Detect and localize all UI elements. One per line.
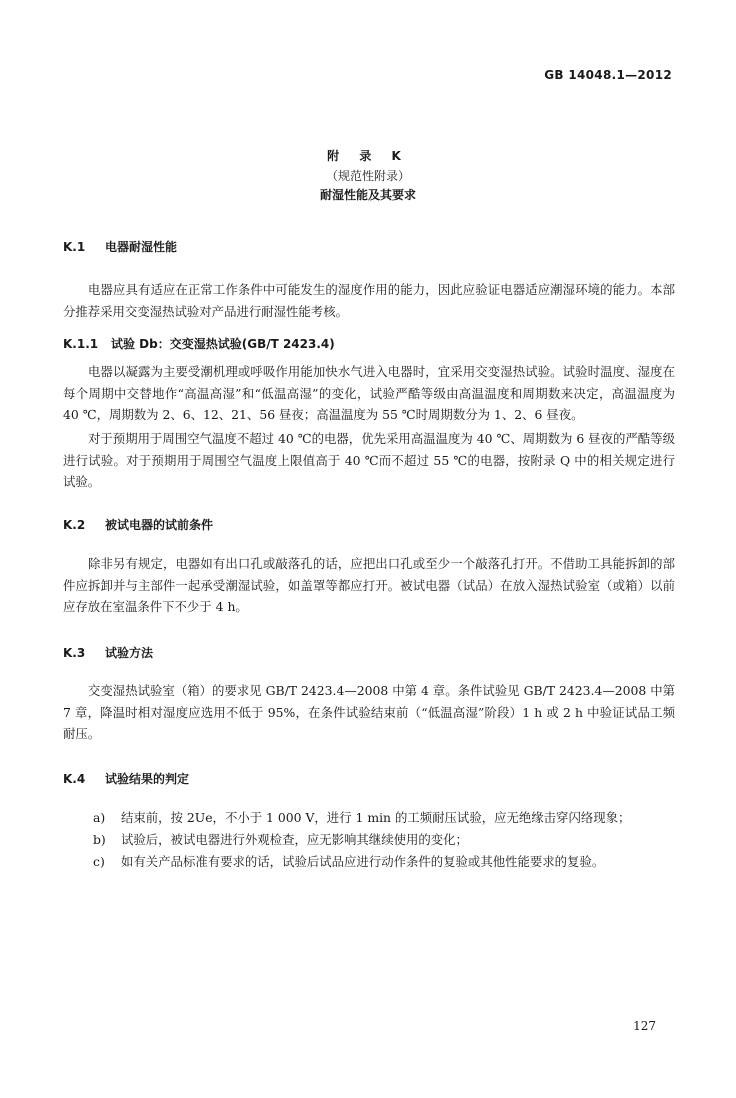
section-heading-k3 [63, 644, 153, 661]
section-heading-k1 [63, 238, 177, 255]
annex-subtitle: （规范性附录） [325, 169, 410, 183]
section-number: K.1.1 [63, 337, 99, 351]
section-k1-1-paragraph-2: 对于预期用于周围空气温度不超过 40 ℃的电器，优先采用高温温度为 40 ℃、周期数为 6 昼夜的严酷等级进行试验。对于预期用于周围空气温度上限值高于 40 ℃而不超过 55 ℃的电器，按附录 Q 中的相关规定进行试验。 [63, 431, 675, 489]
list-text: 试验后，被试电器进行外观检查，应无影响其继续使用的变化； [121, 832, 468, 847]
section-number: K.3 [63, 646, 86, 660]
section-title: 试验 Db：交变湿热试验(GB/T 2423.4) [111, 337, 335, 351]
section-k3-paragraph: 交变湿热试验室（箱）的要求见 GB/T 2423.4—2008 中第 4 章。条件试验见 GB/T 2423.4—2008 中第 7 章，降温时相对湿度应选用不低于 95%，在条件试验结束前（“低温高湿”阶段）1 h 或 2 h 中验证试品工频耐压。 [63, 683, 675, 741]
list-text: 如有关产品标准有要求的话，试验后试品应进行动作条件的复验或其他性能要求的复验。 [121, 854, 605, 869]
annex-name: 耐湿性能及其要求 [319, 188, 416, 202]
section-title: 试验结果的判定 [105, 772, 190, 786]
section-k2-paragraph: 除非另有规定，电器如有出口孔或敲落孔的话，应把出口孔或至少一个敲落孔打开。不借助工具能拆卸的部件应拆卸并与主部件一起承受潮湿试验，如盖罩等都应打开。被试电器（试品）在放入湿热试验室（或箱）以前应存放在室温条件下不少于 4 h。 [63, 556, 675, 614]
section-number: K.2 [63, 518, 86, 532]
section-number: K.4 [63, 772, 86, 786]
list-marker: a) [93, 810, 106, 825]
section-title: 试验方法 [105, 646, 154, 660]
section-number: K.1 [63, 240, 86, 254]
section-k1-1-paragraph-1: 电器以凝露为主要受潮机理或呼吸作用能加快水气进入电器时，宜采用交变湿热试验。试验时温度、湿度在每个周期中交替地作“高温高湿”和“低温高湿”的变化，试验严酷等级由高温温度和周期数来决定，高温温度为 40 ℃，周期数为 2、6、12、21、56 昼夜；高温温度为 55 ℃时周期数分为 1、2、6 昼夜。 [63, 364, 675, 422]
annex-title: 附 录 K [327, 149, 409, 163]
section-title: 被试电器的试前条件 [105, 518, 214, 532]
section-k1-paragraph: 电器应具有适应在正常工作条件中可能发生的湿度作用的能力，因此应验证电器适应潮湿环境的能力。本部分推荐采用交变湿热试验对产品进行耐湿性能考核。 [63, 282, 675, 319]
list-text: 结束前，按 2Ue，不小于 1 000 V，进行 1 min 的工频耐压试验，应无绝缘击穿闪络现象； [121, 810, 631, 825]
section-heading-k1-1 [63, 335, 335, 352]
section-heading-k2 [63, 516, 213, 533]
standard-number: GB 14048.1—2012 [544, 68, 672, 82]
section-heading-k4 [63, 770, 189, 787]
page-number: 127 [633, 1019, 656, 1033]
list-marker: c) [93, 854, 105, 869]
list-marker: b) [93, 832, 106, 847]
section-title: 电器耐湿性能 [105, 240, 178, 254]
